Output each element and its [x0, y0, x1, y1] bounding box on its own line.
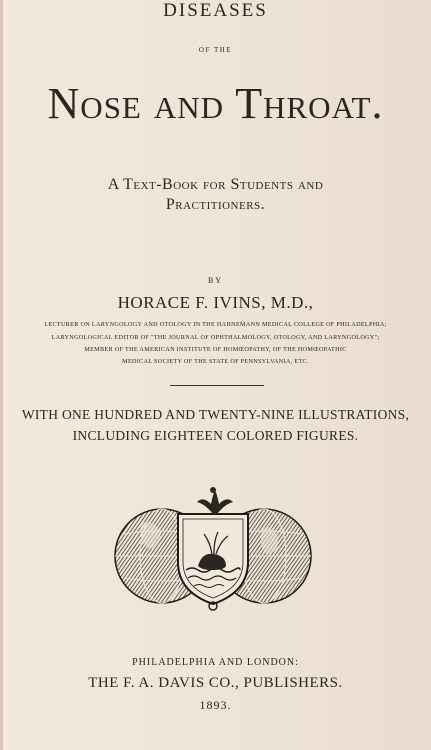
- illustrations-line-2: INCLUDING EIGHTEEN COLORED FIGURES.: [72, 428, 359, 443]
- by-label: BY: [207, 276, 224, 285]
- author-credential-1: LECTURER ON LARYNGOLOGY AND OTOLOGY IN THE HAHNEMANN MEDICAL COLLEGE OF PHILADELPHIA;: [44, 321, 387, 328]
- subtitle-line-1: A Text-Book for Students and: [107, 176, 324, 193]
- subtitle-line-2: Practitioners.: [165, 196, 266, 213]
- globe-shield-emblem-icon: [112, 484, 314, 612]
- title-line-1: DISEASES: [163, 0, 268, 21]
- title-line-2: OF THE: [198, 46, 233, 54]
- author-credential-4: MEDICAL SOCIETY OF THE STATE OF PENNSYLVANIA, ETC.: [122, 358, 309, 365]
- publication-year: 1893.: [199, 698, 232, 712]
- illustrations-line-1: WITH ONE HUNDRED AND TWENTY-NINE ILLUSTRATIONS,: [21, 407, 410, 422]
- author-credential-2: LARYNGOLOGICAL EDITOR OF "THE JOURNAL OF OPHTHALMOLOGY, OTOLOGY, AND LARYNGOLOGY";: [51, 334, 380, 341]
- publisher-place: PHILADELPHIA AND LONDON:: [132, 657, 299, 668]
- title-main: Nose and Throat.: [47, 79, 384, 128]
- author-name: HORACE F. IVINS, M.D.,: [117, 293, 314, 312]
- author-credential-3: MEMBER OF THE AMERICAN INSTITUTE OF HOMŒOPATHY, OF THE HOMŒOPATHIC: [84, 346, 347, 353]
- publisher-name: THE F. A. DAVIS CO., PUBLISHERS.: [88, 675, 343, 691]
- divider-rule: [170, 385, 264, 386]
